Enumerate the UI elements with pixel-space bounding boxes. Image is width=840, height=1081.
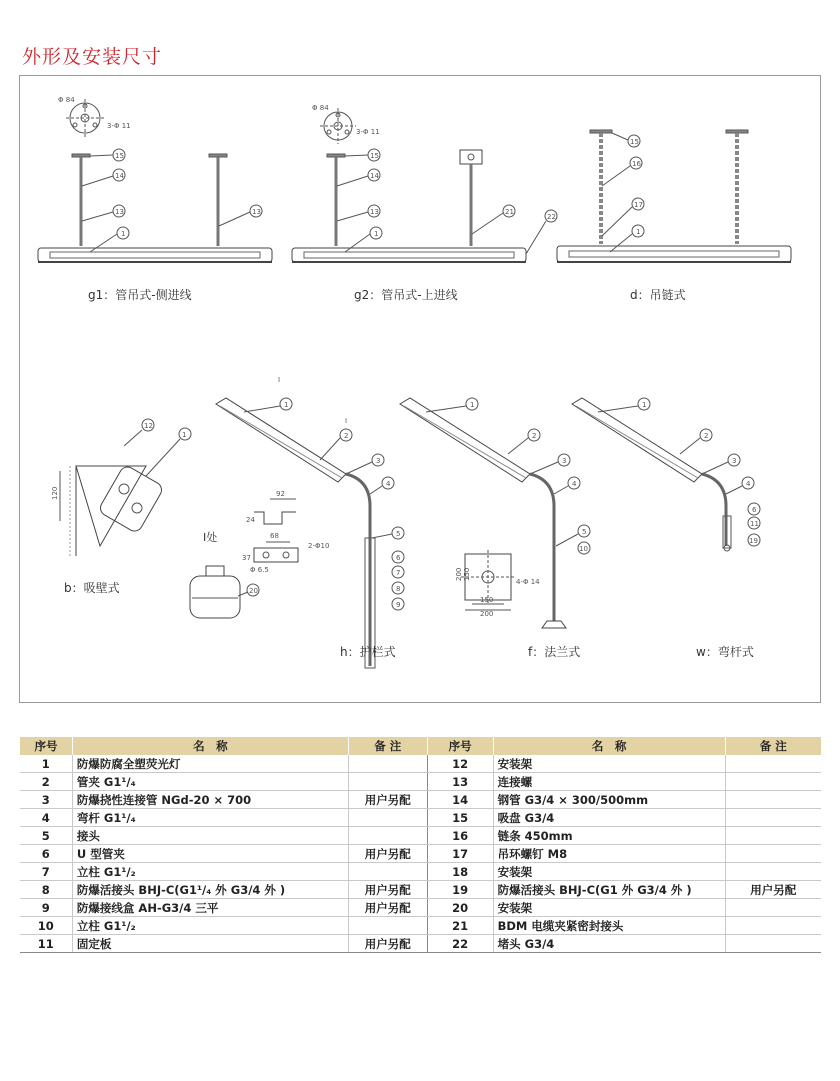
- part-remark: [348, 773, 427, 791]
- part-number: 21: [427, 917, 493, 935]
- svg-text:5: 5: [582, 528, 587, 536]
- svg-text:19: 19: [749, 537, 758, 545]
- parts-table: [19, 737, 821, 953]
- part-remark: [725, 845, 821, 863]
- svg-text:4: 4: [746, 480, 751, 488]
- part-number: 9: [20, 899, 73, 917]
- svg-text:13: 13: [115, 208, 124, 216]
- caption-w: w：弯杆式: [696, 645, 754, 659]
- header-name-left: 名 称: [72, 737, 348, 755]
- svg-text:1: 1: [636, 228, 641, 236]
- svg-text:2: 2: [704, 432, 709, 440]
- figure-f: [400, 398, 590, 628]
- svg-text:8: 8: [396, 585, 401, 593]
- part-number: 1: [20, 755, 73, 773]
- part-name: 堵头 G3/4: [493, 935, 725, 953]
- mark-i-mid: I: [345, 417, 348, 425]
- part-remark: [348, 809, 427, 827]
- part-number: 20: [427, 899, 493, 917]
- part-name: 连接螺: [493, 773, 725, 791]
- svg-text:4: 4: [386, 480, 391, 488]
- part-name: 管夹 G1¹/₄: [72, 773, 348, 791]
- svg-text:3: 3: [376, 457, 381, 465]
- svg-text:10: 10: [579, 545, 588, 553]
- part-name: 钢管 G3/4 × 300/500mm: [493, 791, 725, 809]
- page-title: 外形及安装尺寸: [22, 46, 163, 68]
- part-number: 4: [20, 809, 73, 827]
- svg-text:6: 6: [752, 506, 757, 514]
- table-row: [20, 755, 822, 773]
- part-name: 安装架: [493, 755, 725, 773]
- part-remark: [725, 899, 821, 917]
- part-number: 13: [427, 773, 493, 791]
- part-remark: [725, 863, 821, 881]
- caption-h: h：护栏式: [340, 645, 396, 659]
- part-number: 17: [427, 845, 493, 863]
- part-name: 立柱 G1¹/₂: [72, 917, 348, 935]
- table-row: [20, 935, 822, 953]
- dim-200-left: 200: [455, 567, 463, 581]
- part-number: 3: [20, 791, 73, 809]
- svg-text:5: 5: [396, 530, 401, 538]
- dim-phi84: Φ 84: [58, 96, 75, 104]
- part-number: 11: [20, 935, 73, 953]
- svg-text:15: 15: [115, 152, 124, 160]
- part-name: U 型管夹: [72, 845, 348, 863]
- svg-text:3: 3: [562, 457, 567, 465]
- svg-text:14: 14: [115, 172, 124, 180]
- part-remark: 用户另配: [348, 899, 427, 917]
- svg-text:2: 2: [344, 432, 349, 440]
- table-header-row: [20, 737, 822, 755]
- part-remark: 用户另配: [348, 791, 427, 809]
- part-name: BDM 电缆夹紧密封接头: [493, 917, 725, 935]
- part-name: 防爆接线盒 AH-G3/4 三平: [72, 899, 348, 917]
- part-number: 2: [20, 773, 73, 791]
- part-number: 6: [20, 845, 73, 863]
- table-row: [20, 845, 822, 863]
- svg-text:4: 4: [572, 480, 577, 488]
- dim-37: 37: [242, 554, 251, 562]
- table-row: [20, 809, 822, 827]
- part-remark: 用户另配: [725, 881, 821, 899]
- figure-g2: [292, 104, 557, 262]
- part-number: 14: [427, 791, 493, 809]
- svg-text:1: 1: [642, 401, 647, 409]
- part-number: 22: [427, 935, 493, 953]
- header-name-right: 名 称: [493, 737, 725, 755]
- svg-text:6: 6: [396, 554, 401, 562]
- drawing-frame: [19, 75, 821, 703]
- header-remark-left: 备 注: [348, 737, 427, 755]
- figure-d: [557, 130, 791, 262]
- part-name: 弯杆 G1¹/₄: [72, 809, 348, 827]
- svg-text:22: 22: [547, 213, 556, 221]
- part-remark: [725, 917, 821, 935]
- part-name: 立柱 G1¹/₂: [72, 863, 348, 881]
- caption-b: b：吸壁式: [64, 581, 120, 595]
- svg-text:15: 15: [370, 152, 379, 160]
- part-number: 19: [427, 881, 493, 899]
- dim-92: 92: [276, 490, 285, 498]
- part-name: 安装架: [493, 863, 725, 881]
- part-name: 接头: [72, 827, 348, 845]
- parts-table-body: [20, 755, 822, 953]
- svg-text:14: 14: [370, 172, 379, 180]
- part-remark: [348, 755, 427, 773]
- figure-b: [51, 419, 191, 556]
- dim-120: 120: [51, 486, 59, 500]
- svg-text:2: 2: [532, 432, 537, 440]
- figure-w: [572, 398, 760, 551]
- part-number: 8: [20, 881, 73, 899]
- table-row: [20, 773, 822, 791]
- part-remark: [725, 773, 821, 791]
- figure-h: [216, 376, 404, 668]
- part-remark: [725, 755, 821, 773]
- part-number: 16: [427, 827, 493, 845]
- svg-text:1: 1: [182, 431, 187, 439]
- dim-phi65: Φ 6.5: [250, 566, 269, 574]
- svg-text:13: 13: [370, 208, 379, 216]
- svg-text:9: 9: [396, 601, 401, 609]
- part-name: 防爆活接头 BHJ-C(G1¹/₄ 外 G3/4 外 ): [72, 881, 348, 899]
- part-remark: [725, 935, 821, 953]
- svg-text:12: 12: [144, 422, 153, 430]
- part-remark: 用户另配: [348, 935, 427, 953]
- svg-text:1: 1: [470, 401, 475, 409]
- mark-i-top: I: [278, 376, 281, 384]
- part-remark: 用户另配: [348, 845, 427, 863]
- part-number: 15: [427, 809, 493, 827]
- part-remark: [348, 827, 427, 845]
- label-i-detail: I处: [203, 531, 218, 544]
- part-name: 吸盘 G3/4: [493, 809, 725, 827]
- dim-phi84-g2: Φ 84: [312, 104, 329, 112]
- dim-24: 24: [246, 516, 255, 524]
- table-row: [20, 791, 822, 809]
- dim-150-bottom: 150: [480, 596, 494, 604]
- dim-150-left: 150: [463, 567, 471, 581]
- caption-g1: g1：管吊式-侧进线: [88, 288, 192, 302]
- dim-3-phi11: 3-Φ 11: [107, 122, 131, 130]
- installation-drawings: [20, 76, 822, 704]
- header-remark-right: 备 注: [725, 737, 821, 755]
- caption-d: d：吊链式: [630, 288, 686, 302]
- svg-text:17: 17: [634, 201, 643, 209]
- part-remark: 用户另配: [348, 881, 427, 899]
- figure-g1: [38, 96, 272, 262]
- header-no-left: 序号: [20, 737, 73, 755]
- part-remark: [725, 809, 821, 827]
- svg-text:7: 7: [396, 569, 401, 577]
- svg-text:1: 1: [374, 230, 379, 238]
- part-remark: [348, 863, 427, 881]
- header-no-right: 序号: [427, 737, 493, 755]
- svg-text:1: 1: [121, 230, 126, 238]
- part-number: 7: [20, 863, 73, 881]
- caption-g2: g2：管吊式-上进线: [354, 288, 458, 302]
- part-name: 安装架: [493, 899, 725, 917]
- table-row: [20, 917, 822, 935]
- part-remark: [725, 827, 821, 845]
- dim-2-phi10: 2-Φ10: [308, 542, 330, 550]
- part-name: 防爆活接头 BHJ-C(G1 外 G3/4 外 ): [493, 881, 725, 899]
- dim-200-bottom: 200: [480, 610, 494, 618]
- svg-text:13: 13: [252, 208, 261, 216]
- svg-text:1: 1: [284, 401, 289, 409]
- svg-text:16: 16: [632, 160, 641, 168]
- figure-i-detail: [190, 490, 329, 618]
- table-row: [20, 899, 822, 917]
- table-row: [20, 881, 822, 899]
- svg-text:3: 3: [732, 457, 737, 465]
- part-name: 链条 450mm: [493, 827, 725, 845]
- part-remark: [348, 917, 427, 935]
- svg-text:21: 21: [505, 208, 514, 216]
- part-remark: [725, 791, 821, 809]
- part-number: 18: [427, 863, 493, 881]
- dim-68: 68: [270, 532, 279, 540]
- part-name: 防爆挠性连接管 NGd-20 × 700: [72, 791, 348, 809]
- dim-4-phi14: 4-Φ 14: [516, 578, 540, 586]
- part-name: 固定板: [72, 935, 348, 953]
- dim-3-phi11-g2: 3-Φ 11: [356, 128, 380, 136]
- caption-f: f：法兰式: [528, 645, 581, 659]
- svg-text:11: 11: [750, 520, 759, 528]
- part-number: 12: [427, 755, 493, 773]
- table-row: [20, 863, 822, 881]
- part-number: 10: [20, 917, 73, 935]
- svg-text:20: 20: [249, 587, 258, 595]
- part-name: 防爆防腐全塑荧光灯: [72, 755, 348, 773]
- table-row: [20, 827, 822, 845]
- part-name: 吊环螺钉 M8: [493, 845, 725, 863]
- part-number: 5: [20, 827, 73, 845]
- svg-text:15: 15: [630, 138, 639, 146]
